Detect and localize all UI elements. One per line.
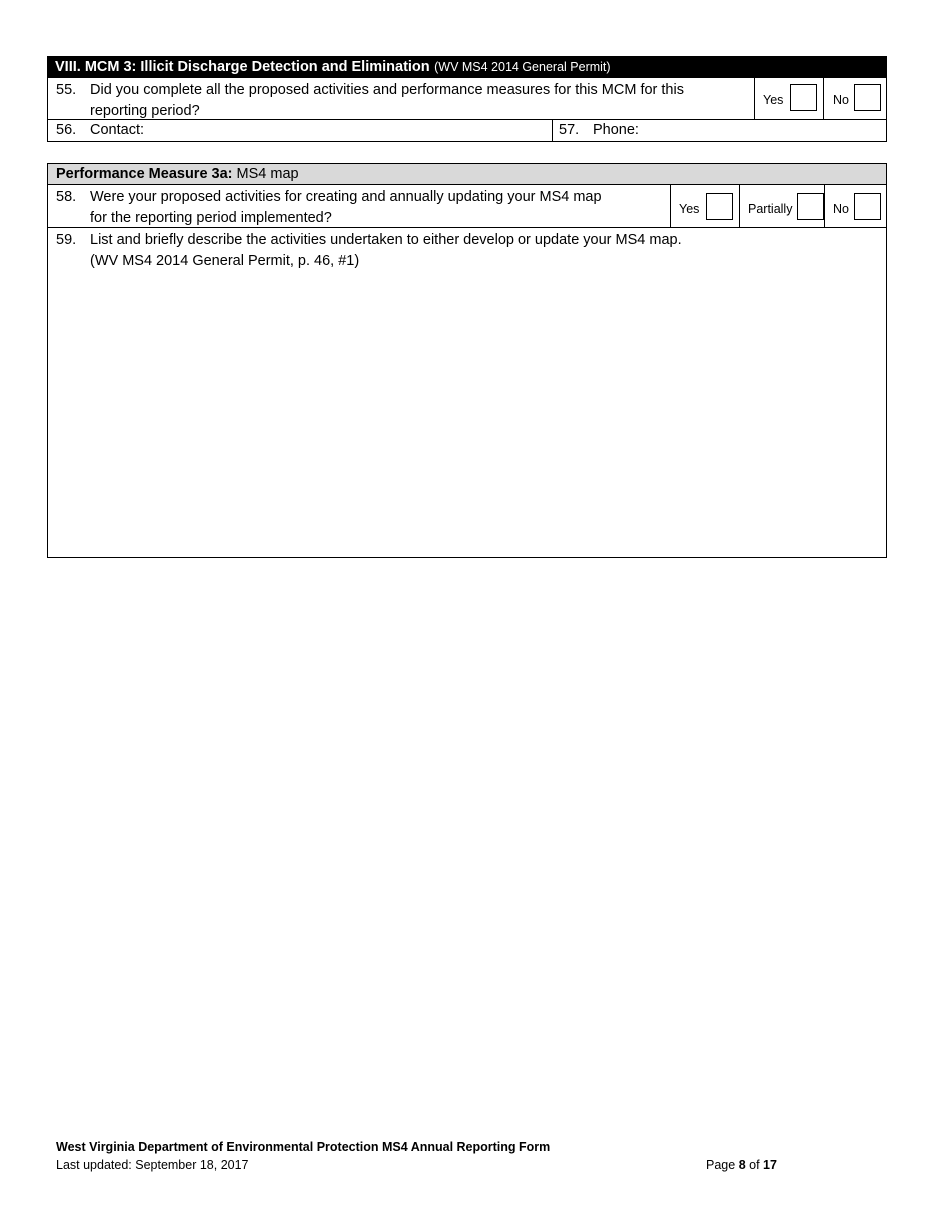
phone-field[interactable] <box>553 120 887 141</box>
question-number: 55. <box>56 82 77 98</box>
contact-field[interactable] <box>48 120 553 141</box>
measure-header-bar <box>47 163 887 185</box>
question-58-row <box>47 185 887 228</box>
no-checkbox[interactable] <box>854 193 881 220</box>
no-checkbox[interactable] <box>854 84 881 111</box>
section-header-bar <box>47 56 887 78</box>
question-text: Were your proposed activities for creating and annually updating your MS4 map for the reporting period implemented? <box>90 189 602 226</box>
question-text: Did you complete all the proposed activities and performance measures for this MCM for this reporting period? <box>90 82 684 119</box>
question-number: 57. <box>559 122 580 138</box>
page-number: Page 8 of 17 <box>706 1158 777 1172</box>
section-title: VIII. MCM 3: Illicit Discharge Detection and Elimination <box>55 59 430 75</box>
yes-checkbox[interactable] <box>790 84 817 111</box>
yes-checkbox[interactable] <box>706 193 733 220</box>
footer-updated: Last updated: September 18, 2017 <box>56 1158 249 1172</box>
partially-label: Partially <box>748 202 793 216</box>
divider <box>824 185 825 227</box>
question-number: 59. <box>56 232 77 248</box>
partially-checkbox[interactable] <box>797 193 824 220</box>
no-label: No <box>833 202 849 216</box>
question-text: List and briefly describe the activities undertaken to either develop or update your MS4 map. (WV MS4 2014 General Permit, p. 46, #1) <box>90 232 682 269</box>
yes-label: Yes <box>763 93 784 107</box>
divider <box>739 185 740 227</box>
question-55-row <box>47 78 887 120</box>
divider <box>823 78 824 119</box>
measure-subtitle: MS4 map <box>236 166 299 182</box>
question-number: 56. <box>56 122 77 138</box>
contact-row <box>47 120 887 142</box>
question-59-row[interactable] <box>47 228 887 558</box>
question-number: 58. <box>56 189 77 205</box>
divider <box>754 78 755 119</box>
divider <box>670 185 671 227</box>
yes-label: Yes <box>679 202 700 216</box>
no-label: No <box>833 93 849 107</box>
section-subtitle: (WV MS4 2014 General Permit) <box>434 60 611 74</box>
contact-label: Contact: <box>90 122 144 138</box>
footer-org: West Virginia Department of Environmental Protection MS4 Annual Reporting Form <box>56 1140 551 1154</box>
phone-label: Phone: <box>593 122 639 138</box>
measure-title: Performance Measure 3a: <box>56 166 233 182</box>
